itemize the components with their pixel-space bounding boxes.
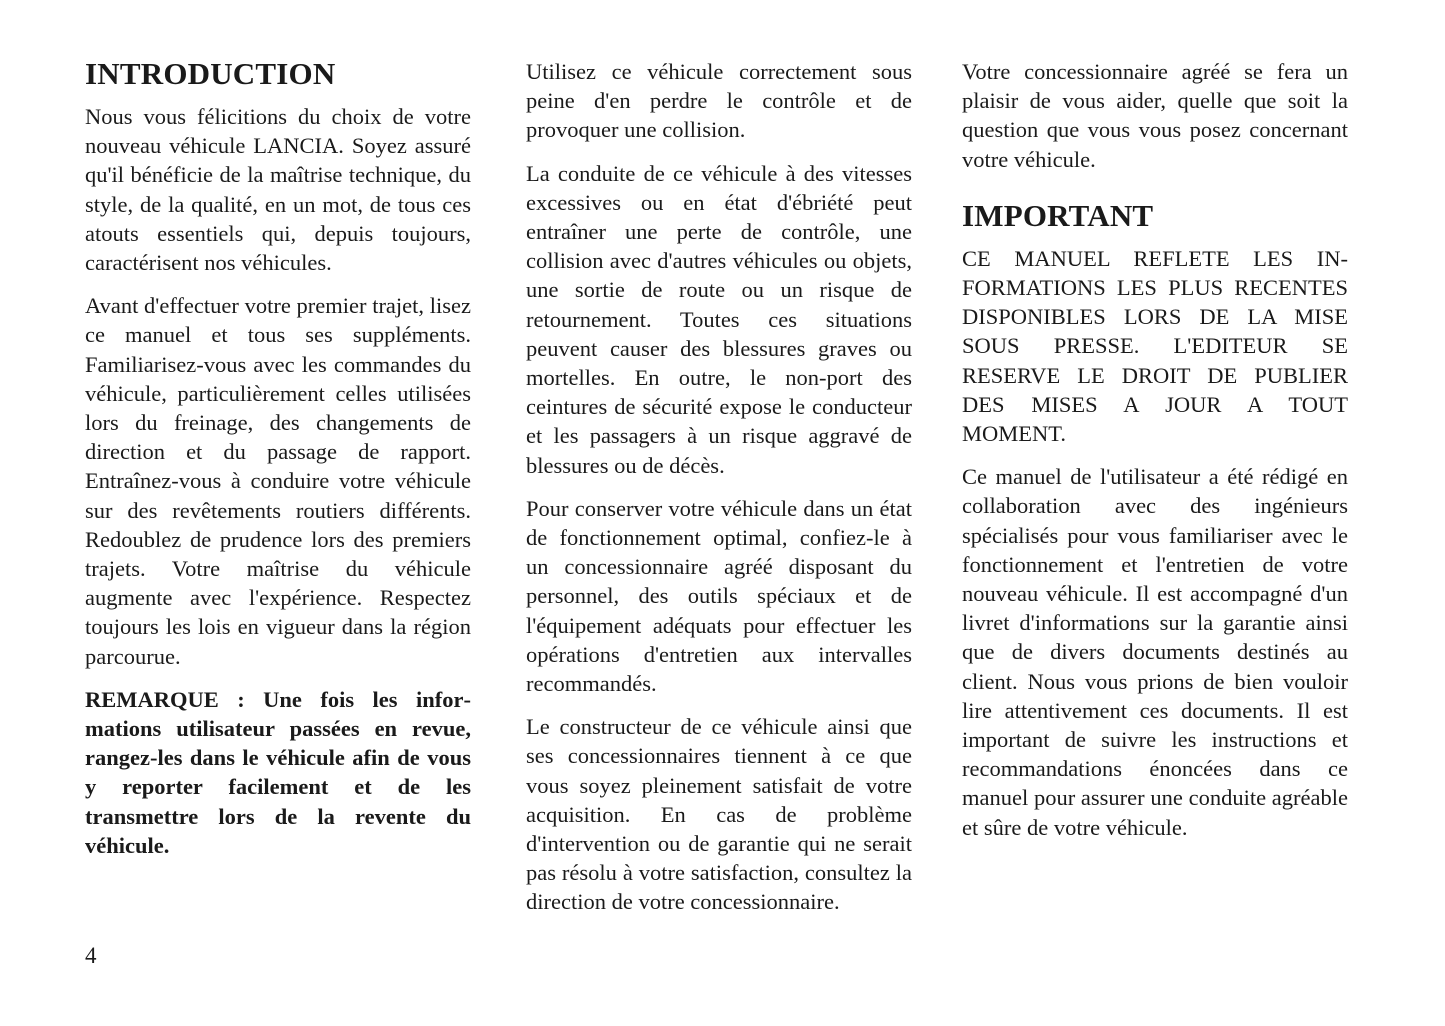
paragraph-satisfaction: Le constructeur de ce véhicule ainsi que ses concessionnaires tiennent à ce que vous soyez pleinement satisfait de votre acquisition. En cas de problème d'intervention ou de garantie qui ne serait pas résolu à votre satisfaction, consultez la direction de votre concessionnaire. [526, 714, 912, 915]
paragraph-dealer-help: Votre concessionnaire agréé se fera un plaisir de vous aider, quelle que soit la question que vous vous posez concernant votre véhicule. [962, 59, 1348, 172]
column-left [85, 56, 471, 874]
paragraph-manual-description: Ce manuel de l'utilisateur a été rédigé en collaboration avec des ingénieurs spécialisés pour vous familiariser avec le fonctionnement et l'entretien de votre nouveau véhicule. Il est accompagné d'un livret d'informations sur la garantie ainsi que de divers documents destinés au client. Nous vous prions de bien vouloir lire attentivement ces documents. Il est important de suivre les instructions et recommandations énoncées dans ce manuel pour assurer une conduite agréable et sûre de votre véhicule. [962, 464, 1348, 840]
paragraph-congratulations: Nous vous félicitions du choix de votre nouveau véhicule LANCIA. Soyez assuré qu'il bénéficie de la maîtrise technique, du style, de la qualité, en un mot, de tous ces atouts essentiels qui, depuis toujours, caractérisent nos véhicules. [85, 104, 471, 276]
paragraph-maintenance: Pour conserver votre véhicule dans un état de fonctionnement optimal, confiez-le à un concessionnaire agréé disposant du personnel, des outils spéciaux et de l'équipement adéquats pour effectuer les opérations d'entretien aux intervalles recommandés. [526, 495, 912, 697]
column-middle [526, 57, 912, 931]
heading-important: IMPORTANT [962, 197, 1154, 233]
page-number: 4 [85, 943, 97, 968]
paragraph-driving-risks: La conduite de ce véhicule à des vitesses excessives ou en état d'ébriété peut entraîner une perte de contrôle, une collision avec d'autres véhicules ou objets, une sortie de route ou un risque de retournement. Toutes ces situations peuvent causer des blessures graves ou mortelles. En outre, le non-port des ceintures de sécurité expose le conducteur et les passagers à un risque aggravé de blessures ou de décès. [526, 160, 912, 478]
paragraph-use-correctly: Utilisez ce véhicule correctement sous peine d'en perdre le contrôle et de provoquer une collision. [526, 59, 912, 143]
note-remarque: REMARQUE : Une fois les informations utilisateur passées en revue, rangez-les dans le véhicule afin de vous y reporter facilement et de les transmettre lors de la revente du véhicule. [85, 686, 471, 858]
heading-introduction: INTRODUCTION [85, 56, 336, 91]
paragraph-important-notice: CE MANUEL REFLETE LES INFORMATIONS LES PLUS RECENTES DISPONIBLES LORS DE LA MISE SOUS PRESSE. L'EDITEUR SE RESERVE LE DROIT DE PUBLIER DES MISES A JOUR A TOUT MOMENT. [962, 245, 1348, 447]
column-right [962, 57, 1348, 856]
paragraph-before-first-trip: Avant d'effectuer votre premier trajet, lisez ce manuel et tous ses suppléments. Familiarisez-vous avec les commandes du véhicule, particulièrement celles utilisées lors du freinage, des changements de direction et du passage de rapport. Entraînez-vous à conduire votre véhicule sur des revêtements routiers différents. Redoublez de prudence lors des premiers trajets. Votre maîtrise du véhicule augmente avec l'expérience. Respectez toujours les lois en vigueur dans la région parcourue. [85, 293, 471, 669]
